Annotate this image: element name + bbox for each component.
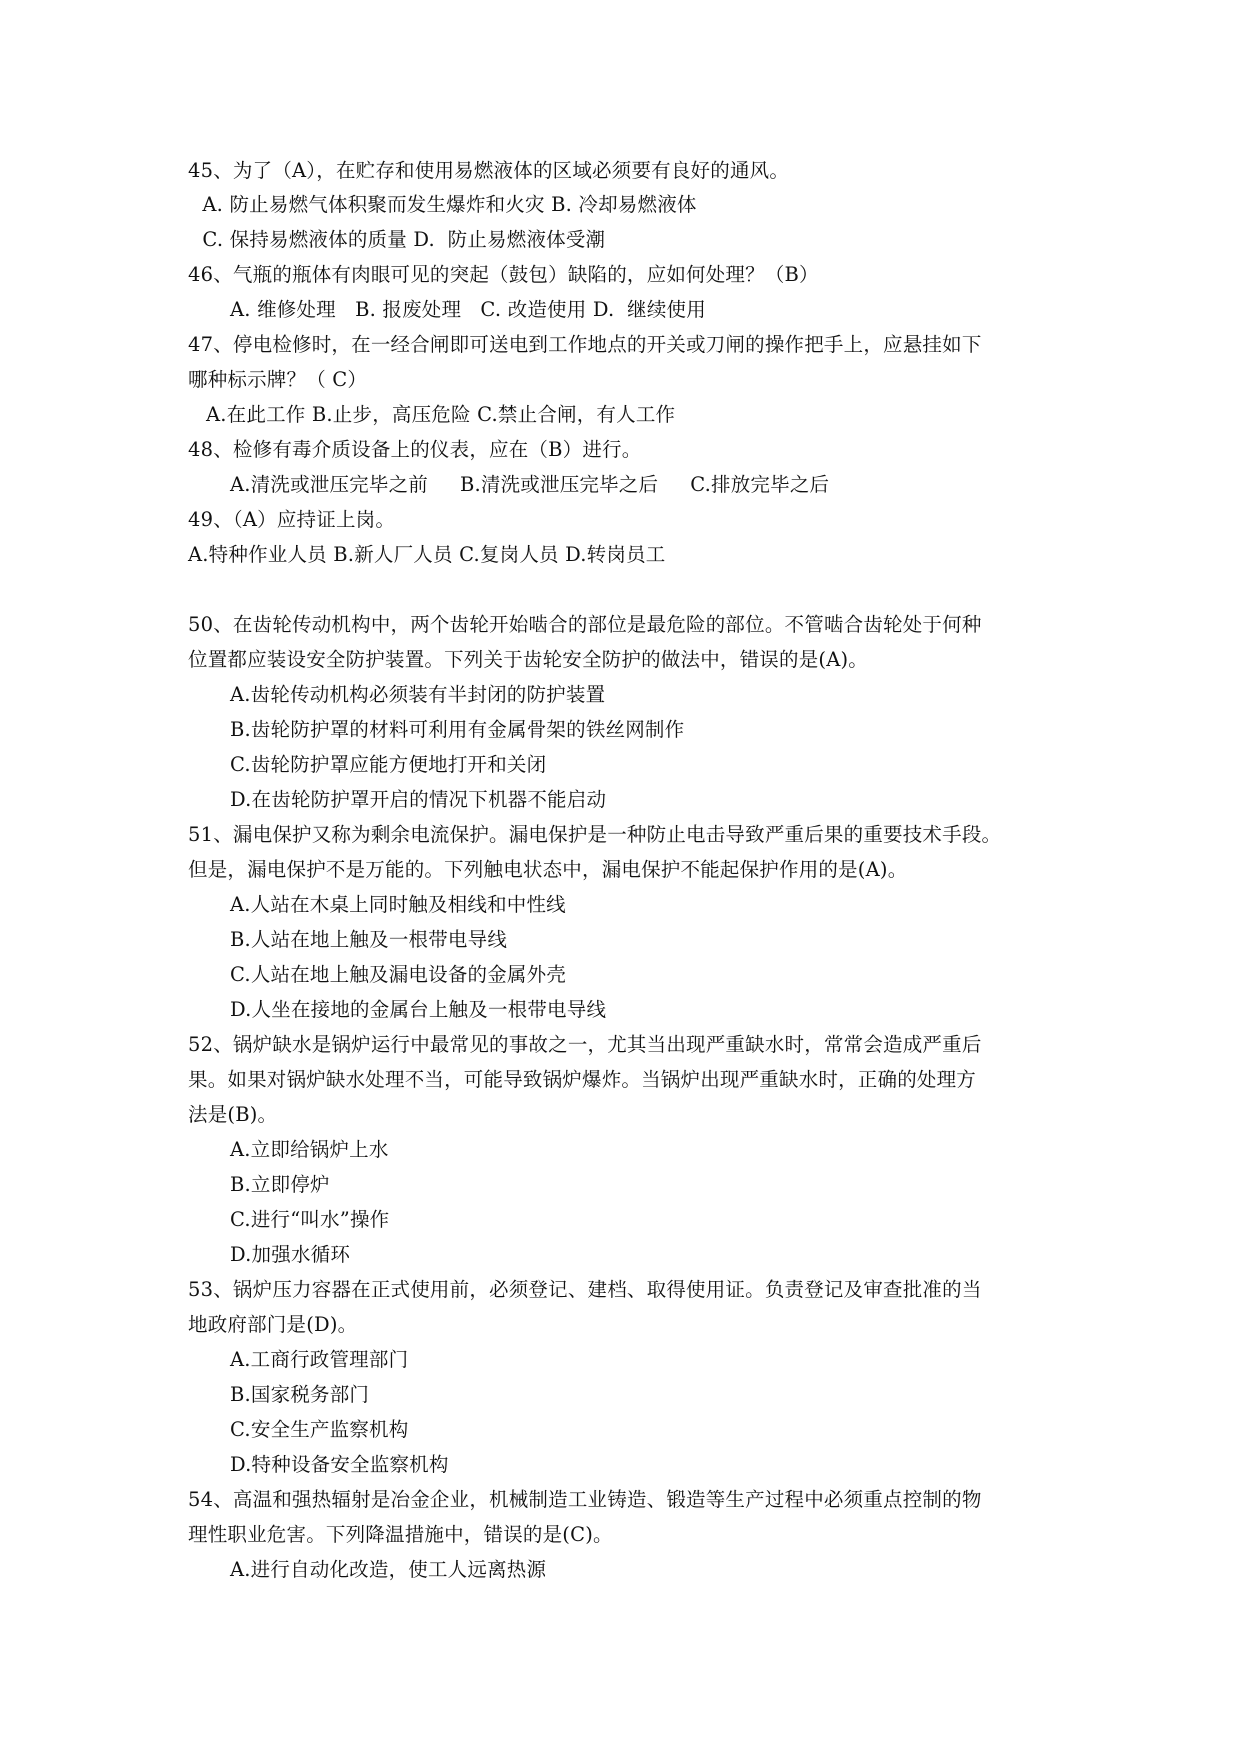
q51-option-b: B.人站在地上触及一根带电导线	[230, 928, 508, 951]
q52-option-c: C.进行“叫水”操作	[230, 1208, 390, 1231]
q52-option-a: A.立即给锅炉上水	[230, 1138, 389, 1161]
q45-options-cd: C. 保持易燃液体的质量 D. 防止易燃液体受潮	[196, 228, 606, 251]
q45-stem: 45、为了（A），在贮存和使用易燃液体的区域必须要有良好的通风。	[188, 159, 790, 182]
q49-stem: 49、（A）应持证上岗。	[188, 508, 396, 531]
q47-stem-line2: 哪种标示牌？（ C）	[188, 368, 368, 391]
q54-stem-line2: 理性职业危害。下列降温措施中，错误的是(C)。	[188, 1523, 613, 1546]
q53-option-d: D.特种设备安全监察机构	[230, 1453, 449, 1476]
q46-options: A. 维修处理 B. 报废处理 C. 改造使用 D. 继续使用	[230, 298, 706, 321]
q54-option-a: A.进行自动化改造，使工人远离热源	[230, 1558, 547, 1581]
q48-stem: 48、检修有毒介质设备上的仪表，应在（B）进行。	[188, 438, 642, 461]
q51-option-d: D.人坐在接地的金属台上触及一根带电导线	[230, 998, 607, 1021]
q47-stem-line1: 47、停电检修时，在一经合闸即可送电到工作地点的开关或刀闸的操作把手上，应悬挂如下	[188, 333, 982, 356]
q52-stem-line1: 52、锅炉缺水是锅炉运行中最常见的事故之一，尤其当出现严重缺水时，常常会造成严重后	[188, 1033, 982, 1056]
q50-stem-line2: 位置都应装设安全防护装置。下列关于齿轮安全防护的做法中，错误的是(A)。	[188, 648, 868, 671]
q50-option-a: A.齿轮传动机构必须装有半封闭的防护装置	[230, 683, 606, 706]
q47-options: A.在此工作 B.止步，高压危险 C.禁止合闸，有人工作	[206, 403, 676, 426]
q50-option-b: B.齿轮防护罩的材料可利用有金属骨架的铁丝网制作	[230, 718, 685, 741]
q53-option-b: B.国家税务部门	[230, 1383, 370, 1406]
q52-stem-line3: 法是(B)。	[188, 1103, 278, 1126]
q53-stem-line2: 地政府部门是(D)。	[188, 1313, 358, 1336]
q53-stem-line1: 53、锅炉压力容器在正式使用前，必须登记、建档、取得使用证。负责登记及审查批准的当	[188, 1278, 982, 1301]
q53-option-c: C.安全生产监察机构	[230, 1418, 409, 1441]
q51-option-a: A.人站在木桌上同时触及相线和中性线	[230, 893, 566, 916]
q53-option-a: A.工商行政管理部门	[230, 1348, 409, 1371]
q50-option-c: C.齿轮防护罩应能方便地打开和关闭	[230, 753, 547, 776]
q52-option-d: D.加强水循环	[230, 1243, 351, 1266]
q50-option-d: D.在齿轮防护罩开启的情况下机器不能启动	[230, 788, 607, 811]
q52-stem-line2: 果。如果对锅炉缺水处理不当，可能导致锅炉爆炸。当锅炉出现严重缺水时，正确的处理方	[188, 1068, 977, 1091]
q50-stem-line1: 50、在齿轮传动机构中，两个齿轮开始啮合的部位是最危险的部位。不管啮合齿轮处于何种	[188, 613, 982, 636]
q49-options: A.特种作业人员 B.新人厂人员 C.复岗人员 D.转岗员工	[188, 543, 666, 566]
q51-option-c: C.人站在地上触及漏电设备的金属外壳	[230, 963, 567, 986]
q54-stem-line1: 54、高温和强热辐射是冶金企业，机械制造工业铸造、锻造等生产过程中必须重点控制的物	[188, 1488, 982, 1511]
q52-option-b: B.立即停炉	[230, 1173, 330, 1196]
q51-stem-line2: 但是，漏电保护不是万能的。下列触电状态中，漏电保护不能起保护作用的是(A)。	[188, 858, 908, 881]
q51-stem-line1: 51、漏电保护又称为剩余电流保护。漏电保护是一种防止电击导致严重后果的重要技术手段。	[188, 823, 1002, 846]
q48-options: A.清洗或泄压完毕之前 B.清洗或泄压完毕之后 C.排放完毕之后	[230, 473, 830, 496]
q45-options-ab: A. 防止易燃气体积聚而发生爆炸和火灾 B. 冷却易燃液体	[196, 193, 697, 216]
q46-stem: 46、气瓶的瓶体有肉眼可见的突起（鼓包）缺陷的，应如何处理？（B）	[188, 263, 819, 286]
